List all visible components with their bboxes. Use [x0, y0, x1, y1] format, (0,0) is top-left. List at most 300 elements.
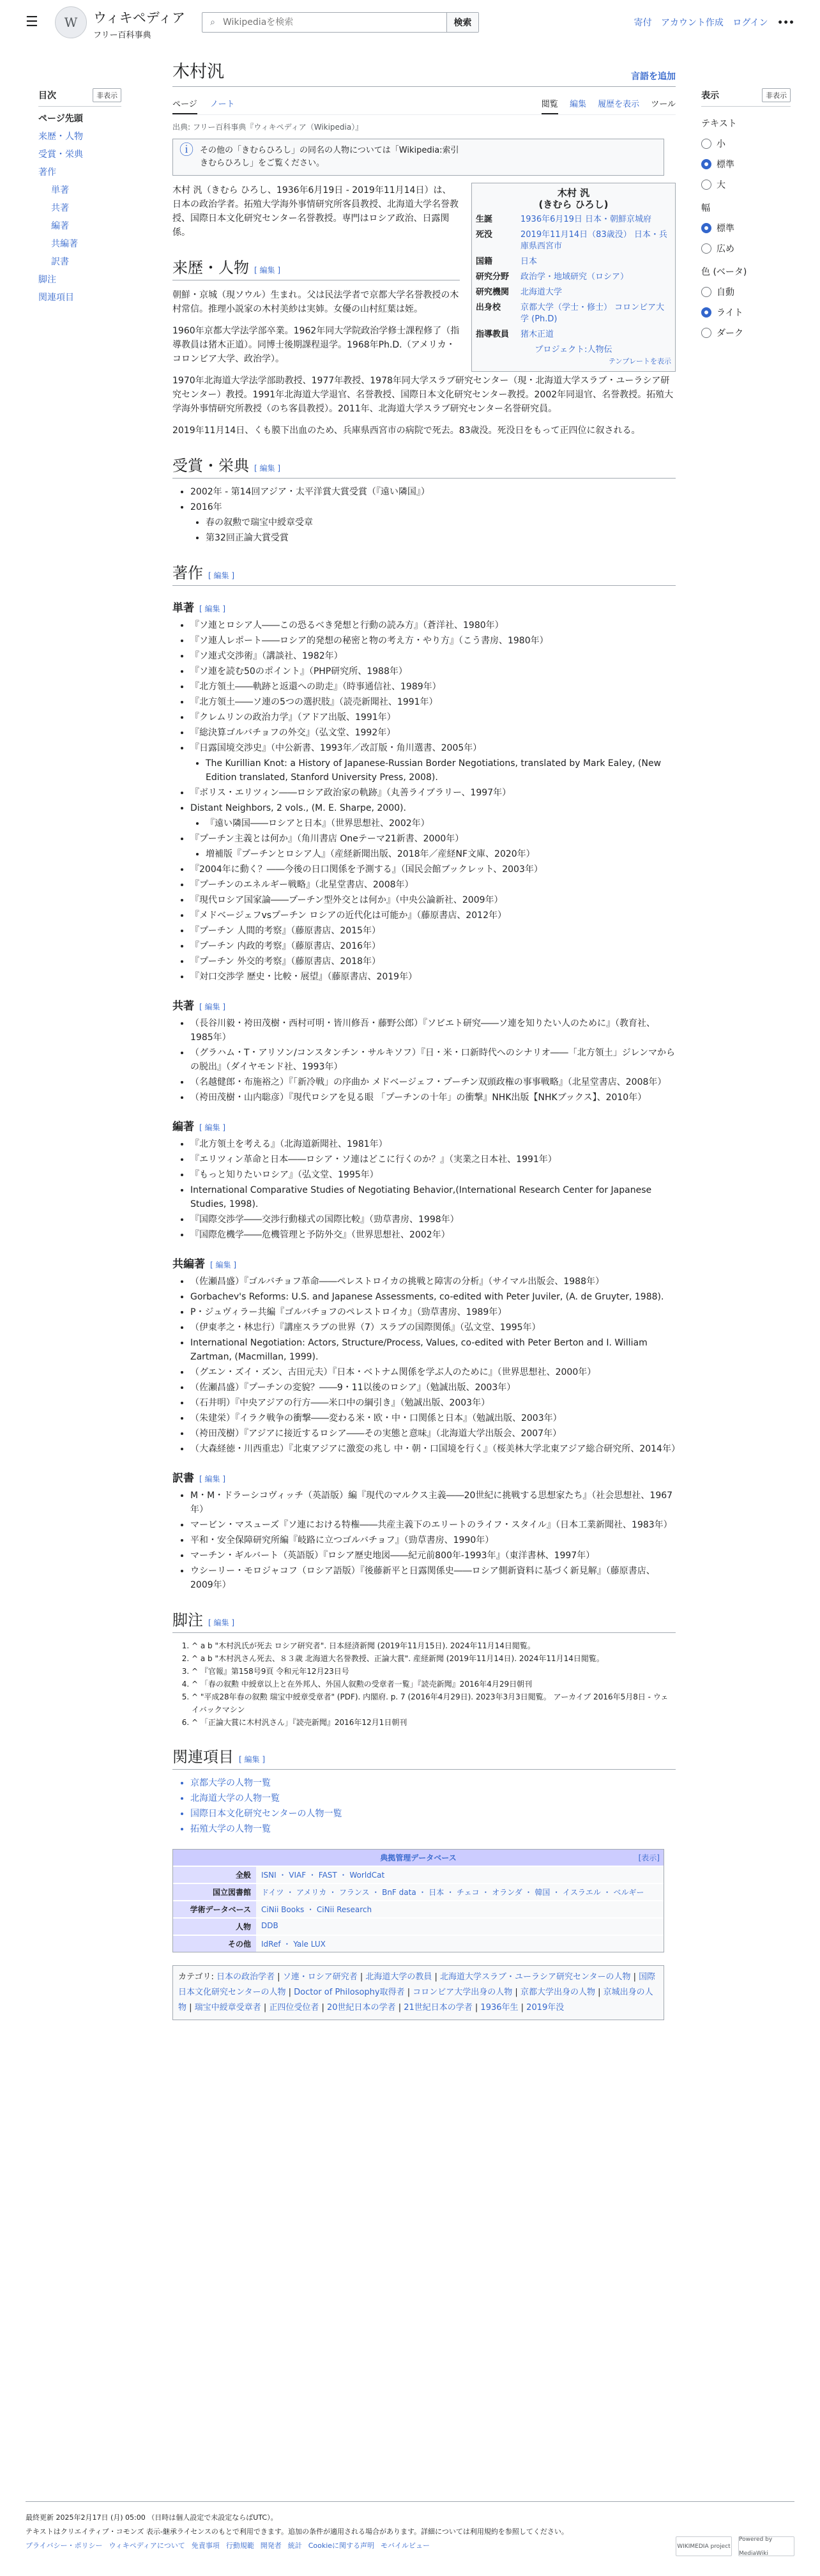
- co-works-list: [172, 1016, 676, 1105]
- list-item: [190, 1046, 676, 1074]
- list-item: [190, 1153, 676, 1167]
- list-item: [190, 878, 676, 892]
- wikimedia-badge[interactable]: WIKIMEDIA project: [676, 2536, 732, 2556]
- list-item: [190, 1411, 676, 1425]
- heading-text: 訳書: [172, 1472, 194, 1485]
- category-links: カテゴリ: 日本の政治学者 | ソ連・ロシア研究者 | 北海道大学の教員 | 北海道大学スラブ・ユーラシア研究センターの人物 | 国際日本文化研究センターの人物 | Doctor of Philosophy取得者 | コロンビア大学出身の人物 | 京都大学出身の人物 | 京城出身の人物 | 瑞宝中綬章受章者 | 正四位受位者 | 20世紀日本の学者 | 21世紀日本の学者 | 1936年生 | 2019年没: [172, 1965, 664, 2020]
- awards-list: [172, 485, 676, 545]
- footer-link[interactable]: 行動規範: [225, 2542, 254, 2550]
- edit-link[interactable]: [ 編集 ]: [210, 1261, 236, 1269]
- toc-title: 目次: [38, 91, 56, 101]
- list-item: [190, 939, 676, 953]
- list-item: [190, 1228, 676, 1242]
- list-item: [190, 1305, 676, 1319]
- tab-read[interactable]: 閲覧: [542, 93, 558, 114]
- infobox-title: [476, 187, 671, 210]
- item-text: 『プーチン 外交的考察』（藤原書店、2018年）: [190, 956, 381, 967]
- related-list: [172, 1776, 676, 1836]
- navbox-row: [173, 1866, 664, 1883]
- item-text: 『ソ連を読む50のポイント』（PHP研究所、1988年）: [190, 666, 407, 677]
- related-link[interactable]: • 北海道大学の人物一覧: [190, 1791, 676, 1805]
- mediawiki-badge[interactable]: Powered by MediaWiki: [738, 2536, 794, 2556]
- list-item: [190, 1183, 676, 1211]
- authority-control-navbox: [172, 1849, 664, 1952]
- infobox-row: [476, 214, 671, 226]
- item-text: 『2004年に動く？――今後の日口関係を予測する』（国民会館ブックレット、2003年）: [190, 864, 543, 875]
- infobox-value[interactable]: 政治学・地域研究（ロシア）: [520, 272, 629, 282]
- item-text: Gorbachev's Reforms: U.S. and Japanese Assessments, co-edited with Peter Juviler, (A. de Gruyter, 1988).: [190, 1292, 664, 1302]
- navbox-group: 国立図書館: [173, 1884, 256, 1900]
- edited-works-list: [172, 1137, 676, 1242]
- appearance-header: [701, 88, 791, 107]
- navbox-group: 学術データベース: [173, 1901, 256, 1917]
- reference-item: 5. ^ "平成28年春の叙勲 瑞宝中綬章受章者" (PDF). 内閣府. p. 7 (2016年4月29日). 2023年3月3日閲覧。 アーカイブ 2016年5月8日 - ウェイバックマシン: [192, 1690, 676, 1716]
- footer-link[interactable]: 免責事項: [191, 2542, 220, 2550]
- infobox-key: 出身校: [476, 303, 501, 312]
- appearance-hide-button[interactable]: 非表示: [762, 88, 791, 102]
- edit-link[interactable]: [ 編集 ]: [208, 571, 234, 580]
- hatnote-text: その他の「きむらひろし」の同名の人物については「Wikipedia:索引 きむらひろし」をご覧ください。: [200, 146, 459, 168]
- footer-link[interactable]: 統計: [287, 2542, 302, 2550]
- color-label: 色 (ベータ): [701, 267, 747, 277]
- tab-history[interactable]: 履歴を表示: [598, 100, 640, 109]
- edit-link[interactable]: [ 編集 ]: [199, 1123, 225, 1132]
- infobox-value[interactable]: 北海道大学: [520, 288, 563, 297]
- category-link[interactable]: コロンビア大学出身の人物: [413, 1988, 513, 1997]
- list-item: [190, 1564, 676, 1592]
- list-item: [190, 970, 676, 984]
- infobox-key: 研究機関: [476, 288, 510, 297]
- list-item: [190, 1489, 676, 1517]
- appearance-panel: [701, 88, 791, 347]
- intro-paragraph: 木村 汎（きむら ひろし、1936年6月19日 - 2019年11月14日）は、日本の政治学者。拓殖大学海外事情研究所客員教授、北海道大学名誉教授、国際日本文化研究センター名誉教授。専門はロシア政治、日露関係。: [172, 185, 459, 238]
- option-label: 小: [717, 139, 725, 150]
- list-item: [190, 924, 676, 938]
- item-text: （グラハム・T・アリソン/コンスタンチン・サルキソフ）『日・米・口新時代へのシナリオ――「北方領土」ジレンマからの脱出』（ダイヤモンド社、1993年）: [190, 1048, 676, 1072]
- related-link[interactable]: • 国際日本文化研究センターの人物一覧: [190, 1807, 676, 1821]
- page-tabs: [172, 93, 676, 115]
- radio-selected-icon: [701, 223, 711, 233]
- navbox-row: [173, 1900, 664, 1917]
- infobox: [471, 183, 676, 372]
- footer: [26, 2511, 794, 2557]
- list-item: [190, 1091, 676, 1105]
- list-item: [190, 954, 676, 969]
- logo-subtitle: フリー百科事典: [93, 31, 151, 40]
- width-wide-option[interactable]: [701, 242, 791, 255]
- search-button[interactable]: 検索: [446, 13, 478, 32]
- option-label: 標準: [717, 160, 734, 170]
- list-item: [190, 862, 676, 877]
- list-item: [190, 649, 676, 663]
- heading-text: 脚注: [172, 1611, 203, 1629]
- career-paragraph-4: 2019年11月14日、くも膜下出血のため、兵庫県西宮市の病院で死去。83歳没。死没日をもって正四位に叙される。: [172, 425, 641, 436]
- footer-link[interactable]: プライバシー・ポリシー: [26, 2542, 103, 2550]
- toc-item[interactable]: ページ先頭: [38, 114, 83, 124]
- donate-link[interactable]: 寄付: [634, 18, 652, 28]
- color-auto-option[interactable]: [701, 286, 791, 298]
- category-link[interactable]: 1936年生: [480, 2003, 519, 2012]
- radio-icon: [701, 180, 711, 190]
- list-item: [190, 908, 676, 923]
- infobox-value[interactable]: 日本: [520, 257, 538, 266]
- option-label: 大: [717, 180, 725, 190]
- category-link[interactable]: 北海道大学の教員: [365, 1972, 432, 1982]
- subsection-translations: [172, 1469, 676, 1485]
- radio-selected-icon: [701, 307, 711, 318]
- list-item: • 第32回正論大賞受賞: [206, 531, 676, 545]
- item-text: 『ソ連とロシア人――この恐るべき発想と行動の読み方』（蒼洋社、1980年）: [190, 620, 504, 631]
- infobox-value[interactable]: 2019年11月14日（83歳没） 日本・兵庫県西宮市: [520, 230, 667, 251]
- search-box: [202, 12, 479, 33]
- item-text: 『北方領土――ソ連の5つの選択肢』（読売新聞社、1991年）: [190, 697, 438, 707]
- list-item: [190, 832, 676, 861]
- subsection-coauthored: [172, 997, 676, 1013]
- category-link[interactable]: ソ連・ロシア研究者: [282, 1972, 358, 1982]
- navbox-toggle[interactable]: [表示]: [638, 1853, 660, 1862]
- toc-item[interactable]: 受賞・栄典: [38, 150, 83, 160]
- disambiguation-icon: ⓘ: [179, 142, 194, 158]
- list-item: [190, 1275, 676, 1289]
- item-text: 『メドベージェフvsプーチン ロシアの近代化は可能か』（藤原書店、2012年）: [190, 910, 506, 921]
- table-of-contents: [38, 88, 121, 310]
- infobox-value[interactable]: 猪木正道: [520, 330, 554, 339]
- navbox-links[interactable]: IdRef ・ Yale LUX: [256, 1936, 664, 1952]
- item-text: 『北方領土を考える』（北海道新聞社、1981年）: [190, 1139, 388, 1149]
- category-link[interactable]: 京城出身の人物: [178, 1988, 653, 2012]
- color-dark-option[interactable]: [701, 326, 791, 339]
- list-item: [190, 710, 676, 724]
- list-item: [190, 680, 676, 694]
- text-large-option[interactable]: [701, 178, 791, 191]
- item-text: 2016年: [190, 502, 222, 512]
- option-label: ライト: [717, 308, 743, 318]
- toc-item[interactable]: 来歴・人物: [38, 132, 83, 142]
- item-text: （石井明）『中央アジアの行方――米口中の綱引き』（勉誠出版、2003年）: [190, 1398, 490, 1408]
- category-link[interactable]: 京都大学出身の人物: [520, 1988, 595, 1997]
- main-content: [172, 57, 680, 2020]
- item-text: マーチン・ギルバート（英語版）『ロシア歴史地図――紀元前800年-1993年』（東洋書林、1997年）: [190, 1551, 595, 1561]
- create-account-link[interactable]: アカウント作成: [661, 18, 724, 28]
- list-item: [190, 1518, 676, 1532]
- item-text: International Negotiation: Actors, Structure/Process, Values, co-edited with Peter Berton and I. William Zartman, (Macmillan, 1999).: [190, 1338, 648, 1362]
- subsection-single: [172, 599, 676, 615]
- list-item: • 2002年 - 第14回アジア・太平洋賞大賞受賞（『遠い隣国』）: [190, 485, 676, 499]
- edit-link[interactable]: [ 編集 ]: [199, 1002, 225, 1011]
- edit-link[interactable]: [ 編集 ]: [254, 464, 280, 473]
- title-bar: [172, 57, 676, 87]
- item-text: 『エリツィン革命と日本――ロシア・ソ連はどこに行くのか？』（実業之日本社、1991年）: [190, 1154, 557, 1165]
- list-item: • 増補版『プーチンとロシア人』（産経新聞出版、2018年／産経NF文庫、2020年）: [206, 847, 676, 861]
- infobox-project-link[interactable]: プロジェクト:人物伝: [535, 345, 612, 355]
- more-icon[interactable]: •••: [777, 18, 794, 28]
- item-text: （袴田茂樹・山内聡彦）『現代ロシアを見る眼 「プーチンの十年」の衝撃』NHK出版【NHKブックス】、2010年）: [190, 1092, 647, 1103]
- page-title: 木村汎: [172, 62, 224, 82]
- item-text: Distant Neighbors, 2 vols., (M. E. Sharpe, 2000).: [190, 803, 406, 813]
- infobox-name: 木村 汎: [557, 187, 590, 199]
- tagline: 出典: フリー百科事典『ウィキペディア（Wikipedia）』: [172, 123, 363, 132]
- toc-item[interactable]: 共著: [51, 203, 69, 213]
- item-text: 『現代ロシア国家論――プーチン型外交とは何か』（中央公論新社、2009年）: [190, 895, 503, 905]
- navbox-row: [173, 1883, 664, 1900]
- list-item: [190, 801, 676, 831]
- navbox-group: 人物: [173, 1919, 256, 1935]
- text-standard-option[interactable]: [701, 158, 791, 171]
- list-item: • The Kurillian Knot: a History of Japanese-Russian Border Negotiations, translated by Mark Ealey, (New Edition translated, Stanford University Press, 2008).: [206, 756, 676, 785]
- login-link[interactable]: ログイン: [733, 18, 768, 28]
- career-paragraph-2: 1960年京都大学法学部卒業。1962年同大学院政治学修士課程修了（指導教員は猪木正道）。同博士後期課程退学。1968年Ph.D.（アメリカ・コロンビア大学、政治学）。: [172, 326, 460, 364]
- toc-item[interactable]: 共編著: [51, 239, 78, 249]
- category-link[interactable]: 瑞宝中綬章受章者: [194, 2003, 261, 2012]
- category-link[interactable]: 国際日本文化研究センターの人物: [178, 1972, 656, 1997]
- tab-talk[interactable]: ノート: [209, 100, 235, 109]
- navbox-row: [173, 1935, 664, 1952]
- item-text: マービン・マスューズ『ソ連における特権――共産主義下のエリートのライフ・スタイル』（日本工業新聞社、1983年）: [190, 1520, 672, 1530]
- heading-text: 関連項目: [172, 1748, 234, 1766]
- footer-link[interactable]: モバイルビュー: [381, 2542, 430, 2550]
- category-link[interactable]: 日本の政治学者: [216, 1972, 275, 1982]
- infobox-row: [476, 302, 671, 325]
- infobox-row: [476, 287, 671, 298]
- list-item: [190, 1396, 676, 1410]
- item-text: 『日露国境交渉史』（中公新書、1993年／改訂版・角川選書、2005年）: [190, 743, 482, 753]
- tab-edit[interactable]: 編集: [569, 100, 586, 109]
- navbox-links[interactable]: ISNI ・ VIAF ・ FAST ・ WorldCat: [256, 1867, 664, 1883]
- heading-text: 単著: [172, 602, 194, 615]
- navbox-title: [173, 1850, 664, 1866]
- infobox-reading: (きむら ひろし): [538, 199, 609, 210]
- list-item: [190, 786, 676, 800]
- infobox-value[interactable]: 京都大学（学士・修士） コロンビア大学 (Ph.D): [520, 303, 665, 324]
- text-small-option[interactable]: [701, 137, 791, 150]
- single-works-list: [172, 618, 676, 984]
- category-link[interactable]: 正四位受位者: [269, 2003, 319, 2012]
- list-item: [190, 1549, 676, 1563]
- section-related: [172, 1744, 676, 1770]
- radio-icon: [701, 139, 711, 149]
- search-icon: ⌕: [210, 17, 215, 27]
- tab-tools[interactable]: ツール: [651, 100, 676, 109]
- heading-text: 共編著: [172, 1258, 205, 1271]
- wordmark[interactable]: [93, 8, 185, 40]
- item-text: （名越健郎・布施裕之）『「新冷戦」の序曲か メドベージェフ・プーチン双頭政権の事事戦略』（北星堂書店、2008年）: [190, 1077, 667, 1087]
- infobox-key: 生誕: [476, 215, 493, 224]
- list-item: [190, 1442, 680, 1456]
- item-text: 『対口交渉学 歴史・比較・展望』（藤原書店、2019年）: [190, 972, 418, 982]
- footer-link[interactable]: ウィキペディアについて: [109, 2542, 185, 2550]
- footer-link[interactable]: 開発者: [260, 2542, 282, 2550]
- item-text: 『国際危機学――危機管理と予防外交』（世界思想社、2002年）: [190, 1230, 450, 1240]
- width-label: 幅: [701, 203, 710, 213]
- list-item: [190, 1533, 676, 1547]
- list-item: • 春の叙勲で瑞宝中綬章受章: [206, 516, 676, 530]
- item-text: （佐瀬昌盛）『プーチンの変貌？――9・11以後のロシア』（勉誠出版、2003年）: [190, 1383, 516, 1393]
- footer-link[interactable]: Cookieに関する声明: [308, 2542, 375, 2550]
- list-item: [190, 1290, 676, 1304]
- toc-item[interactable]: 単著: [51, 185, 69, 195]
- heading-text: 著作: [172, 564, 203, 582]
- toc-item[interactable]: 著作: [38, 167, 56, 178]
- career-paragraph-1: 朝鮮・京城（現ソウル）生まれ。父は民法学者で京都大学名誉教授の木村常信。推理小説家の木村美紗は実姉。女優の山村紅葉は姪。: [172, 290, 459, 314]
- navbox-links[interactable]: DDB: [256, 1919, 664, 1935]
- add-language-button[interactable]: 言語を追加: [631, 72, 676, 82]
- coedited-works-list: [172, 1275, 680, 1456]
- item-text: 『プーチン 内政的考察』（藤原書店、2016年）: [190, 941, 381, 951]
- category-link[interactable]: Doctor of Philosophy取得者: [294, 1988, 405, 1997]
- item-text: 『北方領土――軌跡と返還への助走』（時事通信社、1989年）: [190, 682, 441, 692]
- item-text: （袴田茂樹）『アジアに接近するロシア――その実態と意味』（北海道大学出版会、2007年）: [190, 1429, 562, 1439]
- list-item: [190, 695, 676, 709]
- section-works: [172, 560, 676, 586]
- subsection-edited: [172, 1117, 676, 1133]
- radio-selected-icon: [701, 159, 711, 169]
- section-notes: [172, 1607, 676, 1633]
- toc-hide-button[interactable]: 非表示: [93, 88, 121, 102]
- edit-link[interactable]: [ 編集 ]: [199, 604, 225, 613]
- heading-text: 共著: [172, 1000, 194, 1013]
- reference-item: 4. ^ 「春の叙勲 中綬章以上と在外邦人、外国人叙勲の受章者一覧」『読売新聞』2016年4月29日朝刊: [192, 1678, 676, 1690]
- heading-text: 編著: [172, 1121, 194, 1133]
- list-item: [190, 500, 676, 545]
- color-light-option[interactable]: [701, 306, 791, 319]
- list-item: [190, 893, 676, 907]
- list-item: [190, 1016, 676, 1045]
- category-label[interactable]: カテゴリ:: [178, 1972, 214, 1982]
- item-text: 『クレムリンの政治力学』（アドア出版、1991年）: [190, 712, 396, 723]
- toc-item[interactable]: 関連項目: [38, 293, 74, 303]
- item-text: ウシーリー・モロジャコフ（ロシア語版）『後藤新平と日露関係史――ロシア側新資料に基づく新見解』（藤原書店、2009年）: [190, 1566, 655, 1590]
- item-text: 平和・安全保障研究所編『岐路に立つゴルバチョフ』（勁草書房、1990年）: [190, 1535, 494, 1545]
- item-text: 『ボリス・エリツィン――ロシア政治家の軌跡』（丸善ライブラリー、1997年）: [190, 788, 512, 798]
- list-item: [190, 741, 676, 785]
- section-career: [172, 255, 460, 280]
- logo-title: ウィキペディア: [93, 10, 186, 26]
- navbox-links[interactable]: ドイツ ・ アメリカ ・ フランス ・ BnF data ・ 日本 ・ チェコ ・ オランダ ・ 韓国 ・ イスラエル ・ ベルギー: [256, 1884, 664, 1900]
- radio-icon: [701, 243, 711, 254]
- edit-link[interactable]: [ 編集 ]: [254, 266, 280, 275]
- item-text: 『プーチン 人間的考察』（藤原書店、2015年）: [190, 926, 381, 936]
- menu-icon[interactable]: ☰: [26, 14, 38, 30]
- reference-item: 6. ^ 「正論大賞に木村汎さん」『読売新聞』2016年12月1日朝刊: [192, 1716, 676, 1729]
- reference-item: 3. ^ 『官報』第158号9頁 令和元年12月23日号: [192, 1665, 676, 1678]
- navbox-group: その他: [173, 1936, 256, 1952]
- related-link[interactable]: • 京都大学の人物一覧: [190, 1776, 676, 1790]
- item-text: （朱建栄）『イラク戦争の衝撃――変わる米・欧・中・口関係と日本』（勉誠出版、2003年）: [190, 1413, 562, 1423]
- wikipedia-globe-icon[interactable]: W: [55, 6, 87, 38]
- tab-page[interactable]: ページ: [172, 93, 197, 114]
- list-item: [190, 634, 676, 648]
- list-item: [190, 726, 676, 740]
- reference-item: 2. ^ a b "木村汎さん死去、８３歳 北海道大名誉教授、正論大賞". 産経新聞 (2019年11月14日). 2024年11月14日閲覧。: [192, 1652, 676, 1665]
- heading-text: 受賞・栄典: [172, 457, 249, 475]
- option-label: 標準: [717, 224, 734, 234]
- item-text: （グエン・ズイ・ズン、古田元夫）『日本・ベトナム関係を学ぶ人のために』（世界思想社、2000年）: [190, 1367, 596, 1377]
- infobox-template-link[interactable]: テンプレートを表示: [608, 357, 671, 365]
- references-list: [172, 1639, 676, 1729]
- item-text: （大森経徳・川西重忠）『北東アジアに激変の兆し 中・朝・口国境を行く』（桜美林大学北東アジア総合研究所、2014年）: [190, 1444, 680, 1454]
- list-item: [190, 1365, 676, 1379]
- license-text: テキストはクリエイティブ・コモンズ 表示-継承ライセンスのもとで利用できます。追加の条件が適用される場合があります。詳細については利用規約を参照してください。: [26, 2527, 568, 2536]
- infobox-key: 研究分野: [476, 272, 510, 282]
- list-item: [190, 1137, 676, 1151]
- item-text: M・M・ドラーシコヴィッチ（英語版）編『現代のマルクス主義――20世紀に挑戦する思想家たち』（社会思想社、1967年）: [190, 1491, 673, 1515]
- item-text: （長谷川毅・袴田茂樹・西村可明・皆川修吾・藤野公郎）『ソビエト研究――ソ連を知りたい人のために』（教育社、1985年）: [190, 1018, 655, 1043]
- radio-icon: [701, 328, 711, 338]
- section-awards: [172, 453, 676, 479]
- infobox-row: [476, 229, 671, 252]
- infobox-key: 国籍: [476, 257, 493, 266]
- edit-link[interactable]: [ 編集 ]: [208, 1618, 234, 1627]
- career-paragraph-3: 1970年北海道大学法学部助教授、1977年教授、1978年同大学スラブ研究センター（現・北海道大学スラブ・ユーラシア研究センター）教授。1991年北海道大学退官、名誉教授、国際日本文化研究センター教授。2002年同退官、名誉教授。拓殖大学海外事情研究所教授（のち客員教授）。2011年、北海道大学スラブ研究センター名誉研究員。: [172, 376, 674, 414]
- toc-item[interactable]: 訳書: [51, 257, 69, 267]
- list-item: [190, 1168, 676, 1182]
- navbox-title-text[interactable]: 典拠管理データベース: [380, 1853, 457, 1862]
- infobox-row: [476, 272, 671, 283]
- category-link[interactable]: 21世紀日本の学者: [404, 2003, 473, 2012]
- subsection-coedited: [172, 1255, 676, 1271]
- edit-link[interactable]: [ 編集 ]: [239, 1755, 265, 1764]
- list-item: [190, 664, 676, 678]
- footer-badges: [676, 2536, 794, 2556]
- width-standard-option[interactable]: [701, 222, 791, 234]
- item-text: 『ソ連人レポート――ロシア的発想の秘密と物の考え方・やり方』（こう書房、1980年）: [190, 636, 549, 646]
- list-item: [190, 1427, 676, 1441]
- category-link[interactable]: 北海道大学スラブ・ユーラシア研究センターの人物: [440, 1972, 631, 1982]
- related-link[interactable]: • 拓殖大学の人物一覧: [190, 1822, 676, 1836]
- option-label: 自動: [717, 288, 734, 298]
- infobox-row: [476, 256, 671, 268]
- infobox-value[interactable]: 1936年6月19日 日本・朝鮮京城府: [520, 215, 652, 224]
- option-label: 広め: [717, 244, 734, 254]
- list-item: [190, 1075, 676, 1089]
- item-text: 『もっと知りたいロシア』（弘文堂、1995年）: [190, 1170, 379, 1180]
- list-item: [190, 618, 676, 632]
- category-link[interactable]: 20世紀日本の学者: [327, 2003, 396, 2012]
- radio-icon: [701, 287, 711, 297]
- toc-header: [38, 88, 121, 107]
- item-text: 『ソ連式交渉術』（講談社、1982年）: [190, 651, 343, 661]
- navbox-group: 全般: [173, 1867, 256, 1883]
- infobox-key: 指導教員: [476, 330, 510, 339]
- search-input[interactable]: [223, 17, 446, 27]
- navbox-links[interactable]: CiNii Books ・ CiNii Research: [256, 1901, 664, 1917]
- site-header: [0, 0, 820, 43]
- item-text: International Comparative Studies of Negotiating Behavior,(International Research Center for Japanese Studies, 1998).: [190, 1185, 652, 1209]
- list-item: • 『遠い隣国――ロシアと日本』（世界思想社、2002年）: [206, 816, 676, 831]
- item-text: P・ジュヴィラー共編『ゴルバチョフのペレストロイカ』（勁草書房、1989年）: [190, 1307, 507, 1317]
- list-item: [190, 1336, 676, 1364]
- list-item: [190, 1381, 676, 1395]
- list-item: [190, 1321, 676, 1335]
- item-text: 『総決算ゴルバチョフの外交』（弘文堂、1992年）: [190, 728, 396, 738]
- toc-item[interactable]: 脚注: [38, 275, 56, 285]
- item-text: （佐瀬昌盛）『ゴルバチョフ革命――ペレストロイカの挑戦と障害の分析』（サイマル出版会、1988年）: [190, 1276, 604, 1287]
- infobox-key: 死没: [476, 230, 493, 240]
- item-text: 『国際交渉学――交渉行動様式の国際比較』（勁草書房、1998年）: [190, 1215, 459, 1225]
- list-item: [190, 1213, 676, 1227]
- edit-link[interactable]: [ 編集 ]: [199, 1475, 225, 1483]
- category-link[interactable]: 2019年没: [526, 2003, 565, 2012]
- text-size-label: テキスト: [701, 119, 737, 129]
- user-links: [628, 16, 794, 29]
- last-modified: 最終更新 2025年2月17日 (月) 05:00 （日時は個人設定で未設定ならばUTC）。: [26, 2513, 278, 2522]
- navbox-row: [173, 1917, 664, 1935]
- appearance-title: 表示: [701, 91, 719, 101]
- translations-list: [172, 1489, 676, 1592]
- infobox-row: [476, 329, 671, 341]
- toc-item[interactable]: 編著: [51, 221, 69, 231]
- item-text: 『プーチン主義とは何か』（角川書店 Oneテーマ21新書、2000年）: [190, 834, 464, 844]
